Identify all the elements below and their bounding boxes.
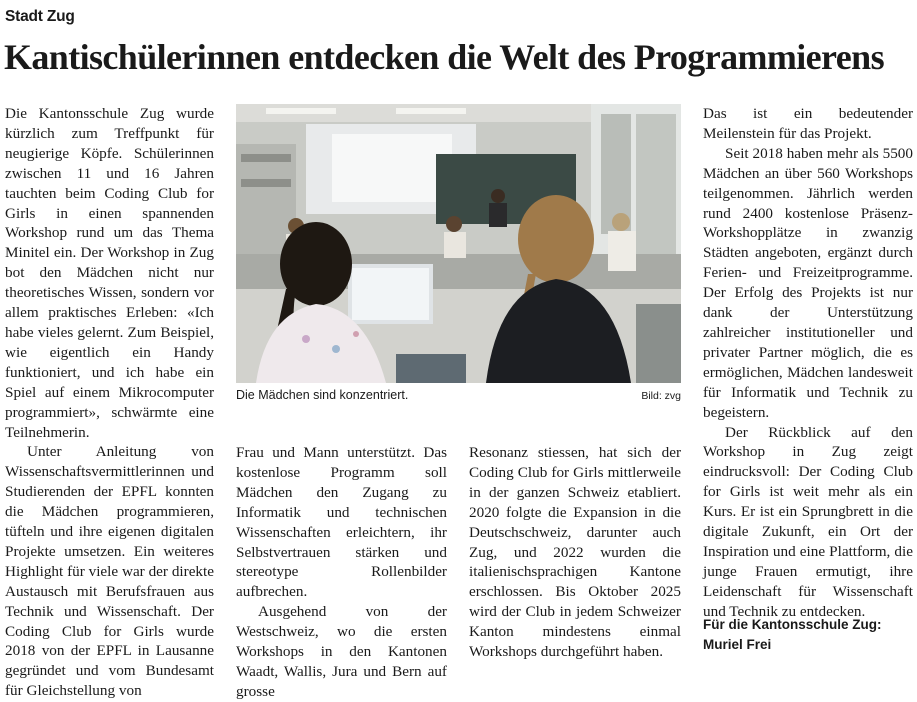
article-headline: Kantischülerinnen entdecken die Welt des Programmierens [4, 37, 884, 77]
paragraph: Die Kantonsschule Zug wurde kürzlich zum Treffpunkt für neugierige Köpfe. Schülerinnen zwischen 11 und 16 Jahren tauchten beim Coding Club for Girls in einen spannenden Workshop rund um das Thema Minitel ein. Der Workshop in Zug bot den Mädchen nicht nur theoretisches Wissen, sondern vor allem praktisches Erleben: «Ich habe vieles gelernt. Zum Beispiel, wie eigentlich ein Handy funktioniert, und ich habe ein Spiel auf einem Mikrocomputer programmiert», schwärmte eine Teilnehmerin. [5, 105, 214, 441]
paragraph: Das ist ein bedeutender Meilenstein für das Projekt. [703, 105, 913, 142]
paragraph: Unter Anleitung von Wissenschaftsvermittlerinnen und Studierenden der EPFL konnten die Mädchen programmieren, tüfteln und ihre eigenen digitalen Projekte umsetzen. Ein weiteres Highlight für viele war der direkte Austausch mit Berufsfrauen aus Technik und Wissenschaft. Der Coding Club for Girls wurde 2018 von der EPFL in Lausanne gegründet und vom Bundesamt für Gleichstellung von [5, 443, 214, 700]
paragraph: Frau und Mann unterstützt. Das kostenlose Programm soll Mädchen den Zugang zu Informatik und technischen Wissenschaften erleichtern, ihr Selbstvertrauen stärken und stereotype Rollenbilder aufbrechen. [236, 444, 447, 601]
section-label: Stadt Zug [5, 8, 75, 25]
photo-credit: Bild: zvg [641, 390, 681, 402]
article-column-1 [5, 104, 214, 701]
paragraph: Der Rückblick auf den Workshop in Zug zeigt eindrucksvoll: Der Coding Club for Girls ist weit mehr als ein Kurs. Er ist ein Sprungbrett in die digitale Zukunft, ein Ort der Inspiration und eine Plattform, die junge Frauen ermutigt, ihre Leidenschaft für Wissenschaft und Technik zu entdecken. [703, 423, 913, 620]
article-column-2 [236, 443, 447, 702]
caption-text: Die Mädchen sind konzentriert. [236, 388, 409, 402]
paragraph: Ausgehend von der Westschweiz, wo die ersten Workshops in den Kantonen Waadt, Wallis, Jura und Bern auf grosse [236, 603, 447, 700]
author-affiliation: Für die Kantonsschule Zug: [703, 617, 882, 632]
author-byline [703, 615, 913, 655]
paragraph: Resonanz stiessen, hat sich der Coding Club for Girls mittlerweile in der ganzen Schweiz etabliert. 2020 folgte die Expansion in die Deutschschweiz, darunter auch Zug, und 2022 wurden die italienischsprachigen Kantone erschlossen. Bis Oktober 2025 wird der Club in jedem Schweizer Kanton mindestens einmal Workshops durchgeführt haben. [469, 444, 681, 661]
article-column-4 [703, 104, 913, 622]
author-name: Muriel Frei [703, 637, 772, 652]
paragraph: Seit 2018 haben mehr als 5500 Mädchen an über 560 Workshops teilgenommen. Jährlich werden rund 2400 kostenlose Präsenz-Workshopplätze in zwanzig Städten angeboten, ergänzt durch Ferien- und Freizeitprogramme. Der Erfolg des Projekts ist nur dank der Unterstützung zahlreicher institutioneller und privater Partner möglich, die es ermöglichen, Mädchen landesweit für Informatik und Technik zu begeistern. [703, 144, 913, 421]
article-column-3 [469, 443, 681, 662]
article-photo [236, 104, 681, 383]
